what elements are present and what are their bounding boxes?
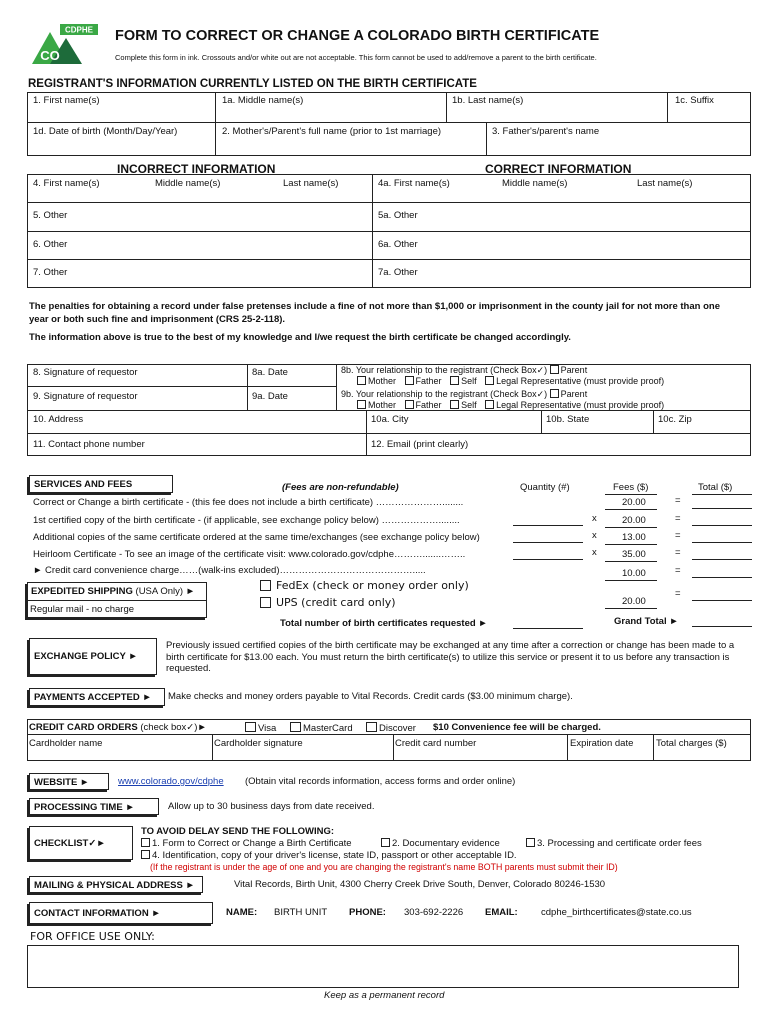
signature-9[interactable]: 9. Signature of requestor [33,391,138,402]
checkbox-checklist-4[interactable] [141,850,150,859]
suffix-field[interactable]: 1c. Suffix [675,95,714,106]
fee-correction-amount: 20.00 [622,497,646,508]
checkbox-8b-self[interactable] [450,376,459,385]
form-title: FORM TO CORRECT OR CHANGE A COLORADO BIRTH CERTIFICATE [115,28,600,44]
signature-8[interactable]: 8. Signature of requestor [33,367,138,378]
zip-field[interactable]: 10c. Zip [658,414,692,425]
checkbox-8b-legal[interactable] [485,376,494,385]
penalty-notice: The penalties for obtaining a record under false pretenses include a fine of not more than $1,000 or imprisonment in the county jail for not more than one year or both such fine and imprisonment (CRS 25-2-118). [29,301,720,325]
option-mother: Mother [368,376,397,386]
incorrect-other-7[interactable]: 7. Other [33,267,68,278]
option-father: Father [415,376,442,386]
relationship-8b [341,365,664,387]
equals-sign: = [675,530,681,541]
processing-time-label: PROCESSING TIME ► [29,798,159,815]
credit-card-check-note: (check box✓)► [140,722,207,733]
attestation-statement: The information above is true to the best of my knowledge and I/we request the birth certificate be changed accordingly. [29,332,571,343]
fee-row-heirloom: Heirloom Certificate - To see an image of the certificate visit: www.colorado.gov/cdphe……….......…….. [33,549,466,560]
grand-total-input[interactable] [692,626,752,627]
option-self: Self [461,376,477,386]
multiply-sign: x [592,513,597,524]
option-mother: Mother [368,400,397,410]
office-use-box [27,945,739,988]
correct-middle-name[interactable]: Middle name(s) [502,178,568,189]
qty-heirloom-input[interactable] [513,559,583,560]
credit-card-orders-row [29,722,207,733]
checklist-item-3-label: 3. Processing and certificate order fees [537,838,702,849]
visa-option[interactable] [245,722,276,734]
fee-additional-amount: 13.00 [622,532,646,543]
fee-row-convenience: ► Credit card convenience charge……(walk-ins excluded)……………………………………..... [33,565,426,576]
checkbox-9b-mother[interactable] [357,400,366,409]
fee-first-copy-amount: 20.00 [622,515,646,526]
last-name-field[interactable]: 1b. Last name(s) [452,95,524,106]
fedex-option[interactable] [260,579,469,592]
convenience-fee-note: $10 Convenience fee will be charged. [433,722,601,733]
website-description: (Obtain vital records information, access forms and order online) [245,776,516,787]
first-name-field[interactable]: 1. First name(s) [33,95,100,106]
footer-keep-record: Keep as a permanent record [324,990,445,1001]
total-first-copy-input[interactable] [692,525,752,526]
checklist-item-1[interactable] [141,838,352,849]
checkbox-fedex[interactable] [260,580,271,591]
incorrect-last-name[interactable]: Last name(s) [283,178,339,189]
mastercard-label: MasterCard [303,723,353,734]
fee-heirloom-amount: 35.00 [622,549,646,560]
checklist-item-2[interactable] [381,838,500,849]
total-correction-input[interactable] [692,508,752,509]
checkbox-9b-father[interactable] [405,400,414,409]
colorado-logo-icon [30,22,100,66]
fee-row-correction: Correct or Change a birth certificate - (this fee does not include a birth certificate) …………………........ [33,497,464,508]
office-use-label: FOR OFFICE USE ONLY: [30,930,155,943]
middle-name-field[interactable]: 1a. Middle name(s) [222,95,304,106]
checklist-item-1-label: 1. Form to Correct or Change a Birth Certificate [152,838,352,849]
logo-co-text: CO [40,48,60,63]
contact-phone-value: 303-692-2226 [404,907,464,918]
date-9a[interactable]: 9a. Date [252,391,288,402]
equals-sign: = [675,547,681,558]
city-field[interactable]: 10a. City [371,414,409,425]
usa-only-note: (USA Only) ► [135,586,196,597]
option-self: Self [461,400,477,410]
correct-last-name[interactable]: Last name(s) [637,178,693,189]
expiration-date-field[interactable]: Expiration date [570,738,634,749]
contact-email-value: cdphe_birthcertificates@state.co.us [541,907,692,918]
incorrect-other-5[interactable]: 5. Other [33,210,68,221]
checkbox-checklist-3[interactable] [526,838,535,847]
checklist-item-2-label: 2. Documentary evidence [392,838,500,849]
relationship-9b [341,389,664,411]
fedex-label: FedEx (check or money order only) [276,579,469,592]
checkbox-ups[interactable] [260,597,271,608]
contact-email-label: EMAIL: [485,907,518,918]
total-shipping-input[interactable] [692,600,752,601]
discover-label: Discover [379,723,416,734]
checkbox-checklist-1[interactable] [141,838,150,847]
relationship-8b-label: 8b. Your relationship to the registrant (Check Box✓) [341,365,548,375]
ups-label: UPS (credit card only) [276,596,396,609]
option-father: Father [415,400,442,410]
exchange-policy-label: EXCHANGE POLICY ► [29,638,157,675]
discover-option[interactable] [366,722,416,734]
incorrect-first-name[interactable]: 4. First name(s) [33,178,100,189]
equals-sign: = [675,513,681,524]
total-certificates-input[interactable] [513,628,583,629]
grand-total-label: Grand Total ► [614,616,679,627]
multiply-sign: x [592,530,597,541]
option-legal: Legal Representative (must provide proof) [496,400,665,410]
option-legal: Legal Representative (must provide proof) [496,376,665,386]
correct-first-name[interactable]: 4a. First name(s) [378,178,450,189]
checklist-item-4[interactable] [141,850,517,861]
multiply-sign: x [592,547,597,558]
payments-accepted-label: PAYMENTS ACCEPTED ► [29,688,165,706]
checkbox-9b-legal[interactable] [485,400,494,409]
correct-other-7a[interactable]: 7a. Other [378,267,418,278]
checklist-item-3[interactable] [526,838,702,849]
registrant-section-title: REGISTRANT'S INFORMATION CURRENTLY LISTED ON THE BIRTH CERTIFICATE [28,78,477,90]
contact-phone-label: PHONE: [349,907,386,918]
fees-nonrefundable-note: (Fees are non-refundable) [282,482,399,493]
website-link[interactable]: www.colorado.gov/cdphe [118,776,224,787]
checkbox-mastercard[interactable] [290,722,301,732]
checkbox-8b-parent[interactable] [550,365,559,374]
fee-convenience-amount: 10.00 [622,568,646,579]
services-fees-label: SERVICES AND FEES [29,475,173,493]
checkbox-visa[interactable] [245,722,256,732]
ups-option[interactable] [260,596,396,609]
website-label: WEBSITE ► [29,773,109,790]
total-certificates-label: Total number of birth certificates requested ► [280,618,488,629]
email-field[interactable]: 12. Email (print clearly) [371,439,469,450]
dob-field[interactable]: 1d. Date of birth (Month/Day/Year) [33,126,178,137]
total-heirloom-input[interactable] [692,559,752,560]
fee-row-additional-copies: Additional copies of the same certificate ordered at the same time/exchanges (see exchange policy below) [33,532,480,543]
mailing-address-label: MAILING & PHYSICAL ADDRESS ► [29,876,203,893]
checklist-item-4-label: 4. Identification, copy of your driver's license, state ID, passport or other acceptable ID. [152,850,517,861]
checkbox-discover[interactable] [366,722,377,732]
address-field[interactable]: 10. Address [33,414,84,425]
relationship-9b-label: 9b. Your relationship to the registrant (Check Box✓) [341,389,548,399]
checkbox-9b-parent[interactable] [550,389,559,398]
cardholder-signature-field[interactable]: Cardholder signature [214,738,303,749]
card-number-field[interactable]: Credit card number [395,738,477,749]
option-parent: Parent [560,389,588,399]
form-subtitle: Complete this form in ink. Crossouts and/or white out are not acceptable. This form cannot be used to add/remove a parent to the birth certificate. [115,53,597,62]
checklist-heading: TO AVOID DELAY SEND THE FOLLOWING: [141,826,335,837]
total-additional-input[interactable] [692,542,752,543]
checkbox-8b-mother[interactable] [357,376,366,385]
equals-sign: = [675,588,681,599]
logo-cdphe-text: CDPHE [64,25,94,35]
total-header: Total ($) [698,482,733,493]
mother-name-field[interactable]: 2. Mother's/Parent's full name (prior to 1st marriage) [222,126,442,137]
option-parent: Parent [560,365,588,375]
incorrect-other-6[interactable]: 6. Other [33,239,68,250]
fee-row-first-copy: 1st certified copy of the birth certificate - (if applicable, see exchange policy below) ………………........ [33,515,460,526]
visa-label: Visa [258,723,277,734]
total-charges-field[interactable]: Total charges ($) [656,738,727,749]
checkbox-8b-father[interactable] [405,376,414,385]
checklist-parent-id-note: (If the registrant is under the age of one and you are changing the registrant's name BOTH parents must submit their ID) [150,862,618,872]
processing-time-text: Allow up to 30 business days from date received. [168,801,375,812]
payments-text: Make checks and money orders payable to Vital Records. Credit cards ($3.00 minimum charge). [168,691,573,702]
correct-other-5a[interactable]: 5a. Other [378,210,418,221]
equals-sign: = [675,565,681,576]
expedited-shipping-label: EXPEDITED SHIPPING [31,586,133,597]
date-8a[interactable]: 8a. Date [252,367,288,378]
fees-header: Fees ($) [613,482,649,493]
incorrect-info-title: INCORRECT INFORMATION [117,162,276,176]
mailing-address-text: Vital Records, Birth Unit, 4300 Cherry Creek Drive South, Denver, Colorado 80246-1530 [234,879,606,890]
checkbox-checklist-2[interactable] [381,838,390,847]
correct-info-title: CORRECT INFORMATION [485,162,632,176]
checkbox-9b-self[interactable] [450,400,459,409]
state-field[interactable]: 10b. State [546,414,590,425]
father-name-field[interactable]: 3. Father's/parent's name [492,126,600,137]
correct-other-6a[interactable]: 6a. Other [378,239,418,250]
registrant-table [27,92,751,156]
phone-field[interactable]: 11. Contact phone number [33,439,145,450]
quantity-header: Quantity (#) [520,482,570,493]
equals-sign: = [675,495,681,506]
shipping-fee-amount: 20.00 [622,596,646,607]
expedited-shipping-box [27,582,207,618]
credit-card-orders-label: CREDIT CARD ORDERS [29,722,138,733]
cdphe-logo [30,22,100,66]
regular-mail-label: Regular mail - no charge [30,604,135,615]
total-convenience-input[interactable] [692,577,752,578]
qty-first-copy-input[interactable] [513,525,583,526]
exchange-policy-text: Previously issued certified copies of the birth certificate may be exchanged at any time after a correction or change has been made to a birth certificate for $13.00 each. You must return the birth certificate(s) to utilize this service or present it to us before any transaction is requested. [166,640,735,674]
contact-name-value: BIRTH UNIT [274,907,328,918]
contact-info-label: CONTACT INFORMATION ► [29,902,213,924]
cardholder-name-field[interactable]: Cardholder name [29,738,103,749]
incorrect-middle-name[interactable]: Middle name(s) [155,178,221,189]
qty-additional-input[interactable] [513,542,583,543]
checklist-label: CHECKLIST✓► [29,826,133,860]
mastercard-option[interactable] [290,722,353,734]
contact-name-label: NAME: [226,907,258,918]
